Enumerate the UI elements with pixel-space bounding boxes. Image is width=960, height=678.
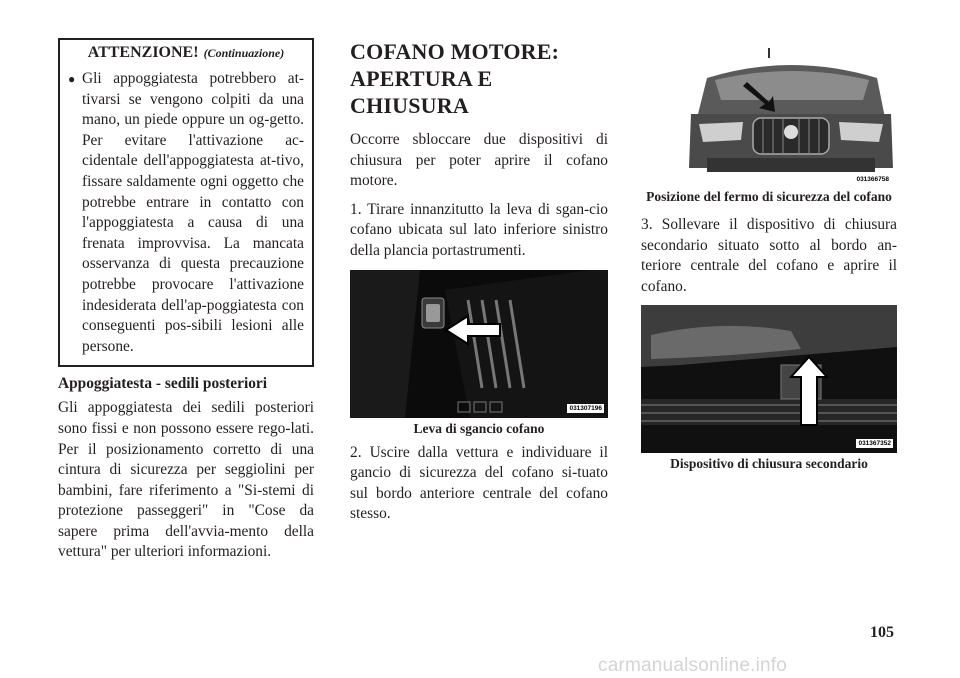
figure-code: 031366758 (856, 176, 889, 183)
warning-text: Gli appoggiatesta potrebbero at-tivarsi se vengono colpiti da una mano, un piede oppure un og-getto. Per evitare l'attivazione ac-cidentale dell'appoggiatesta at-tivo, fissare saldamente ogni oggetto che potrebbe entrare in contatto con l'appoggiatesta a causa di una frenata improvvisa. La mancata osservanza di questa precauzione potrebbe provocare l'attivazione indesiderata dell'ap-poggiatesta con conseguenti pos-sibili lesioni alle persone. (82, 70, 304, 355)
release-lever-illustration (350, 270, 608, 418)
page-number: 105 (870, 624, 894, 641)
warning-header (68, 43, 304, 63)
car-front-illustration (687, 48, 895, 186)
bullet-icon: ● (68, 72, 76, 86)
safety-catch-image (687, 48, 895, 186)
left-column (58, 38, 314, 563)
figure-code: 031367352 (858, 440, 891, 448)
secondary-latch-image (641, 305, 897, 453)
hood-step-3: 3. Sollevare il dispositivo di chiusura secondario situato sotto al bordo an-teriore centrale del cofano e aprire il cofano. (641, 216, 897, 295)
rear-headrests-body: Gli appoggiatesta dei sedili posteriori sono fissi e non possono essere rego-lati. Per il posizionamento corretto di una cintura di sicurezza per seggiolini per bambini, fare riferimento a "Si-stemi di protezione passeggeri" in "Cose da sapere prima dell'avvia-mento della vettura" per ulteriori informazioni. (58, 399, 314, 561)
rear-headrests-heading: Appoggiatesta - sedili posteriori (58, 375, 268, 393)
warning-title: ATTENZIONE! (87, 44, 199, 61)
hood-intro: Occorre sbloccare due dispositivi di chiusura per poter aprire il cofano motore. (350, 131, 608, 190)
figure-caption: Leva di sgancio cofano (413, 420, 545, 436)
watermark: carmanualsonline.info (598, 655, 788, 676)
warning-list (68, 69, 304, 357)
hood-step-1: 1. Tirare innanzitutto la leva di sgan-cio cofano ubicata sul lato inferiore sinistro della plancia portastrumenti. (350, 200, 608, 259)
warning-item (68, 69, 304, 357)
figure-caption: Dispositivo di chiusura secondario (670, 456, 868, 472)
right-column (641, 48, 897, 478)
warning-box (58, 38, 314, 367)
section-title: COFANO MOTORE: APERTURA E CHIUSURA (350, 39, 560, 118)
release-lever-image (350, 270, 608, 418)
figure-code: 031307196 (569, 404, 602, 412)
middle-column (350, 38, 608, 525)
warning-continuation: (Continuazione) (203, 46, 285, 60)
hood-step-2: 2. Uscire dalla vettura e individuare il gancio di sicurezza del cofano si-tuato sul bordo anteriore centrale del cofano stesso. (350, 443, 608, 523)
figure-caption: Posizione del fermo di sicurezza del cofano (646, 189, 892, 204)
secondary-latch-illustration (641, 305, 897, 453)
